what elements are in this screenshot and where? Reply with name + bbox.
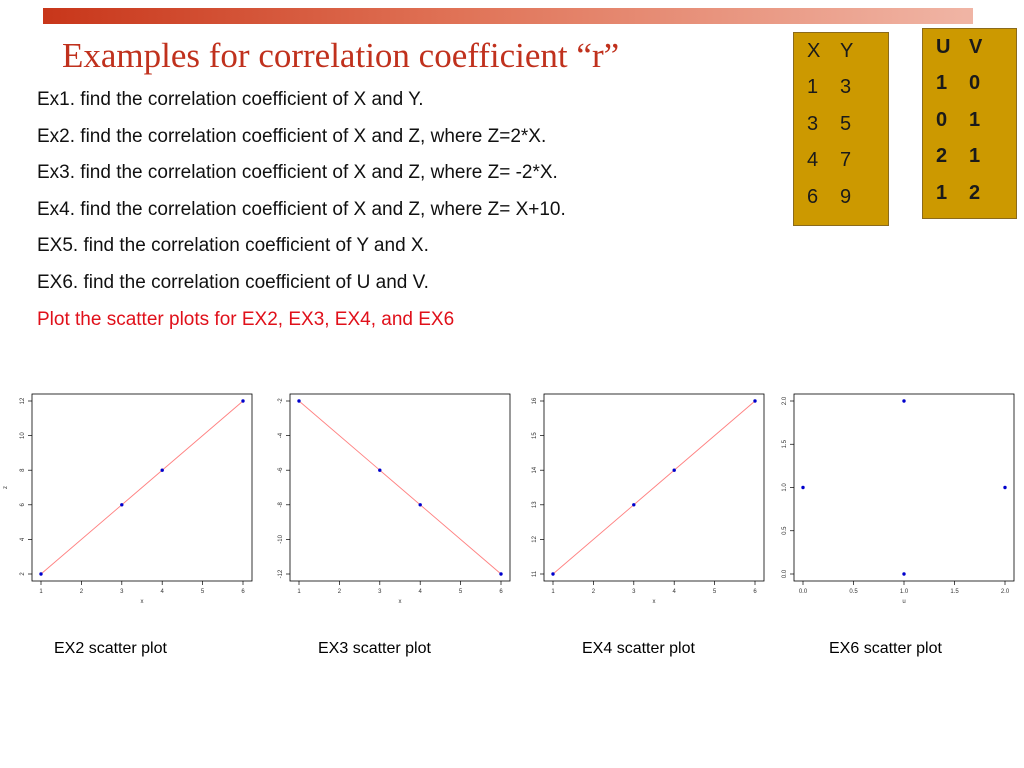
table-row [794, 106, 853, 143]
y-tick-label: 13 [532, 501, 538, 509]
uv-data-table [922, 28, 1017, 219]
x-tick-label: 4 [418, 589, 422, 595]
title-accent-bar [43, 8, 973, 24]
y-tick-label: 8 [20, 468, 26, 472]
y-tick-label: 1.0 [782, 483, 788, 492]
y-axis-label: z [3, 486, 9, 489]
data-point [801, 486, 804, 489]
cell-v: 1 [969, 145, 981, 168]
x-tick-label: 1.0 [899, 589, 909, 595]
ex3-plot-caption: EX3 scatter plot [318, 640, 431, 657]
x-tick-label: 1 [551, 589, 555, 595]
ex6-plot-caption: EX6 scatter plot [829, 640, 942, 657]
cell-u: 1 [936, 181, 948, 204]
exercise-2: Ex2. find the correlation coefficient of X and Z, where Z=2*X. [37, 125, 547, 147]
y-tick-label: 0.0 [782, 569, 788, 579]
table-row [923, 102, 982, 139]
x-tick-label: 6 [753, 589, 757, 595]
cell-x: 1 [807, 76, 819, 99]
table-row [923, 139, 982, 176]
data-point [1003, 486, 1006, 489]
table-header-row [794, 33, 853, 70]
cell-u: 0 [936, 108, 948, 131]
x-tick-label: 2 [337, 589, 342, 595]
data-point [241, 399, 244, 402]
data-point [120, 503, 123, 506]
cell-u: 1 [936, 72, 948, 95]
header-v: V [969, 35, 983, 58]
ex3-scatter-plot [262, 384, 514, 605]
y-tick-label: 0.5 [782, 526, 788, 535]
x-axis-label: x [398, 599, 402, 605]
ex2-plot-caption: EX2 scatter plot [54, 640, 167, 657]
fit-line [553, 401, 755, 574]
data-point [499, 572, 502, 575]
cell-x: 3 [807, 112, 819, 135]
x-tick-label: 5 [712, 589, 717, 595]
x-tick-label: 2.0 [1000, 589, 1010, 595]
y-tick-label: 1.5 [782, 440, 788, 449]
y-tick-label: 4 [20, 537, 26, 542]
ex4-scatter-plot [516, 384, 768, 605]
data-point [632, 503, 635, 506]
x-tick-label: 5 [200, 589, 205, 595]
data-point [753, 399, 756, 402]
data-point [419, 503, 422, 506]
exercise-list [37, 84, 566, 340]
cell-x: 6 [807, 185, 819, 208]
y-tick-label: 14 [532, 466, 538, 474]
x-tick-label: 3 [120, 589, 124, 595]
xy-data-table [793, 32, 889, 226]
header-y: Y [840, 39, 854, 62]
x-tick-label: 5 [458, 589, 463, 595]
data-point [297, 399, 300, 402]
x-tick-label: 3 [378, 589, 382, 595]
cell-v: 2 [969, 181, 981, 204]
table-row [794, 179, 853, 216]
cell-y: 7 [840, 149, 852, 172]
data-point [378, 469, 381, 472]
cell-y: 5 [840, 112, 852, 135]
exercise-5: EX5. find the correlation coefficient of Y and X. [37, 235, 429, 257]
y-tick-label: -2 [278, 398, 284, 404]
ex4-plot-caption: EX4 scatter plot [582, 640, 695, 657]
x-tick-label: 6 [241, 589, 245, 595]
y-tick-label: 12 [20, 397, 26, 405]
x-tick-label: 1.5 [950, 589, 959, 595]
table-row [923, 175, 982, 212]
y-tick-label: 2 [20, 572, 26, 576]
data-point [551, 572, 554, 575]
table-row [794, 143, 853, 180]
data-point [673, 469, 676, 472]
ex6-scatter-plot [766, 384, 1018, 605]
table-row [923, 66, 982, 103]
data-point [902, 572, 905, 575]
fit-line [41, 401, 243, 574]
exercise-6: EX6. find the correlation coefficient of U and V. [37, 271, 429, 293]
table-header-row [923, 29, 982, 66]
x-axis-label: u [902, 599, 906, 605]
exercise-1: Ex1. find the correlation coefficient of X and Y. [37, 89, 424, 110]
y-tick-label: -8 [278, 502, 284, 508]
exercise-3: Ex3. find the correlation coefficient of X and Z, where Z= -2*X. [37, 162, 558, 184]
y-tick-label: 10 [20, 432, 26, 439]
y-tick-label: 12 [532, 536, 538, 543]
y-tick-label: 6 [20, 503, 26, 507]
table-row [794, 70, 853, 107]
fit-line [299, 401, 501, 574]
cell-v: 1 [969, 108, 981, 131]
x-tick-label: 2 [79, 589, 84, 595]
cell-y: 9 [840, 185, 852, 208]
header-u: U [936, 35, 951, 58]
x-tick-label: 4 [160, 589, 164, 595]
x-tick-label: 0.0 [798, 589, 808, 595]
x-tick-label: 1 [297, 589, 301, 595]
y-tick-label: -4 [278, 432, 284, 439]
y-tick-label: -10 [278, 535, 284, 544]
y-tick-label: -12 [278, 569, 284, 579]
y-tick-label: -6 [278, 467, 284, 473]
ex2-scatter-plot [3, 384, 256, 605]
slide-title: Examples for correlation coefficient “r” [62, 36, 620, 75]
x-tick-label: 6 [499, 589, 503, 595]
y-tick-label: 15 [532, 432, 538, 439]
y-tick-label: 11 [532, 570, 538, 578]
cell-y: 3 [840, 76, 852, 99]
plot-instruction: Plot the scatter plots for EX2, EX3, EX4, and EX6 [37, 308, 455, 330]
y-tick-label: 16 [532, 397, 538, 405]
plot-frame [794, 394, 1014, 581]
x-tick-label: 3 [632, 589, 636, 595]
y-tick-label: 2.0 [782, 396, 788, 406]
header-x: X [807, 39, 821, 62]
data-point [161, 469, 164, 472]
x-tick-label: 2 [591, 589, 596, 595]
x-tick-label: 1 [39, 589, 43, 595]
x-axis-label: x [652, 599, 656, 605]
data-point [902, 399, 905, 402]
x-axis-label: x [140, 599, 144, 605]
exercise-4: Ex4. find the correlation coefficient of X and Z, where Z= X+10. [37, 198, 566, 220]
data-point [39, 572, 42, 575]
x-tick-label: 0.5 [849, 589, 858, 595]
cell-u: 2 [936, 145, 948, 168]
x-tick-label: 4 [672, 589, 676, 595]
cell-v: 0 [969, 72, 981, 95]
cell-x: 4 [807, 149, 819, 172]
